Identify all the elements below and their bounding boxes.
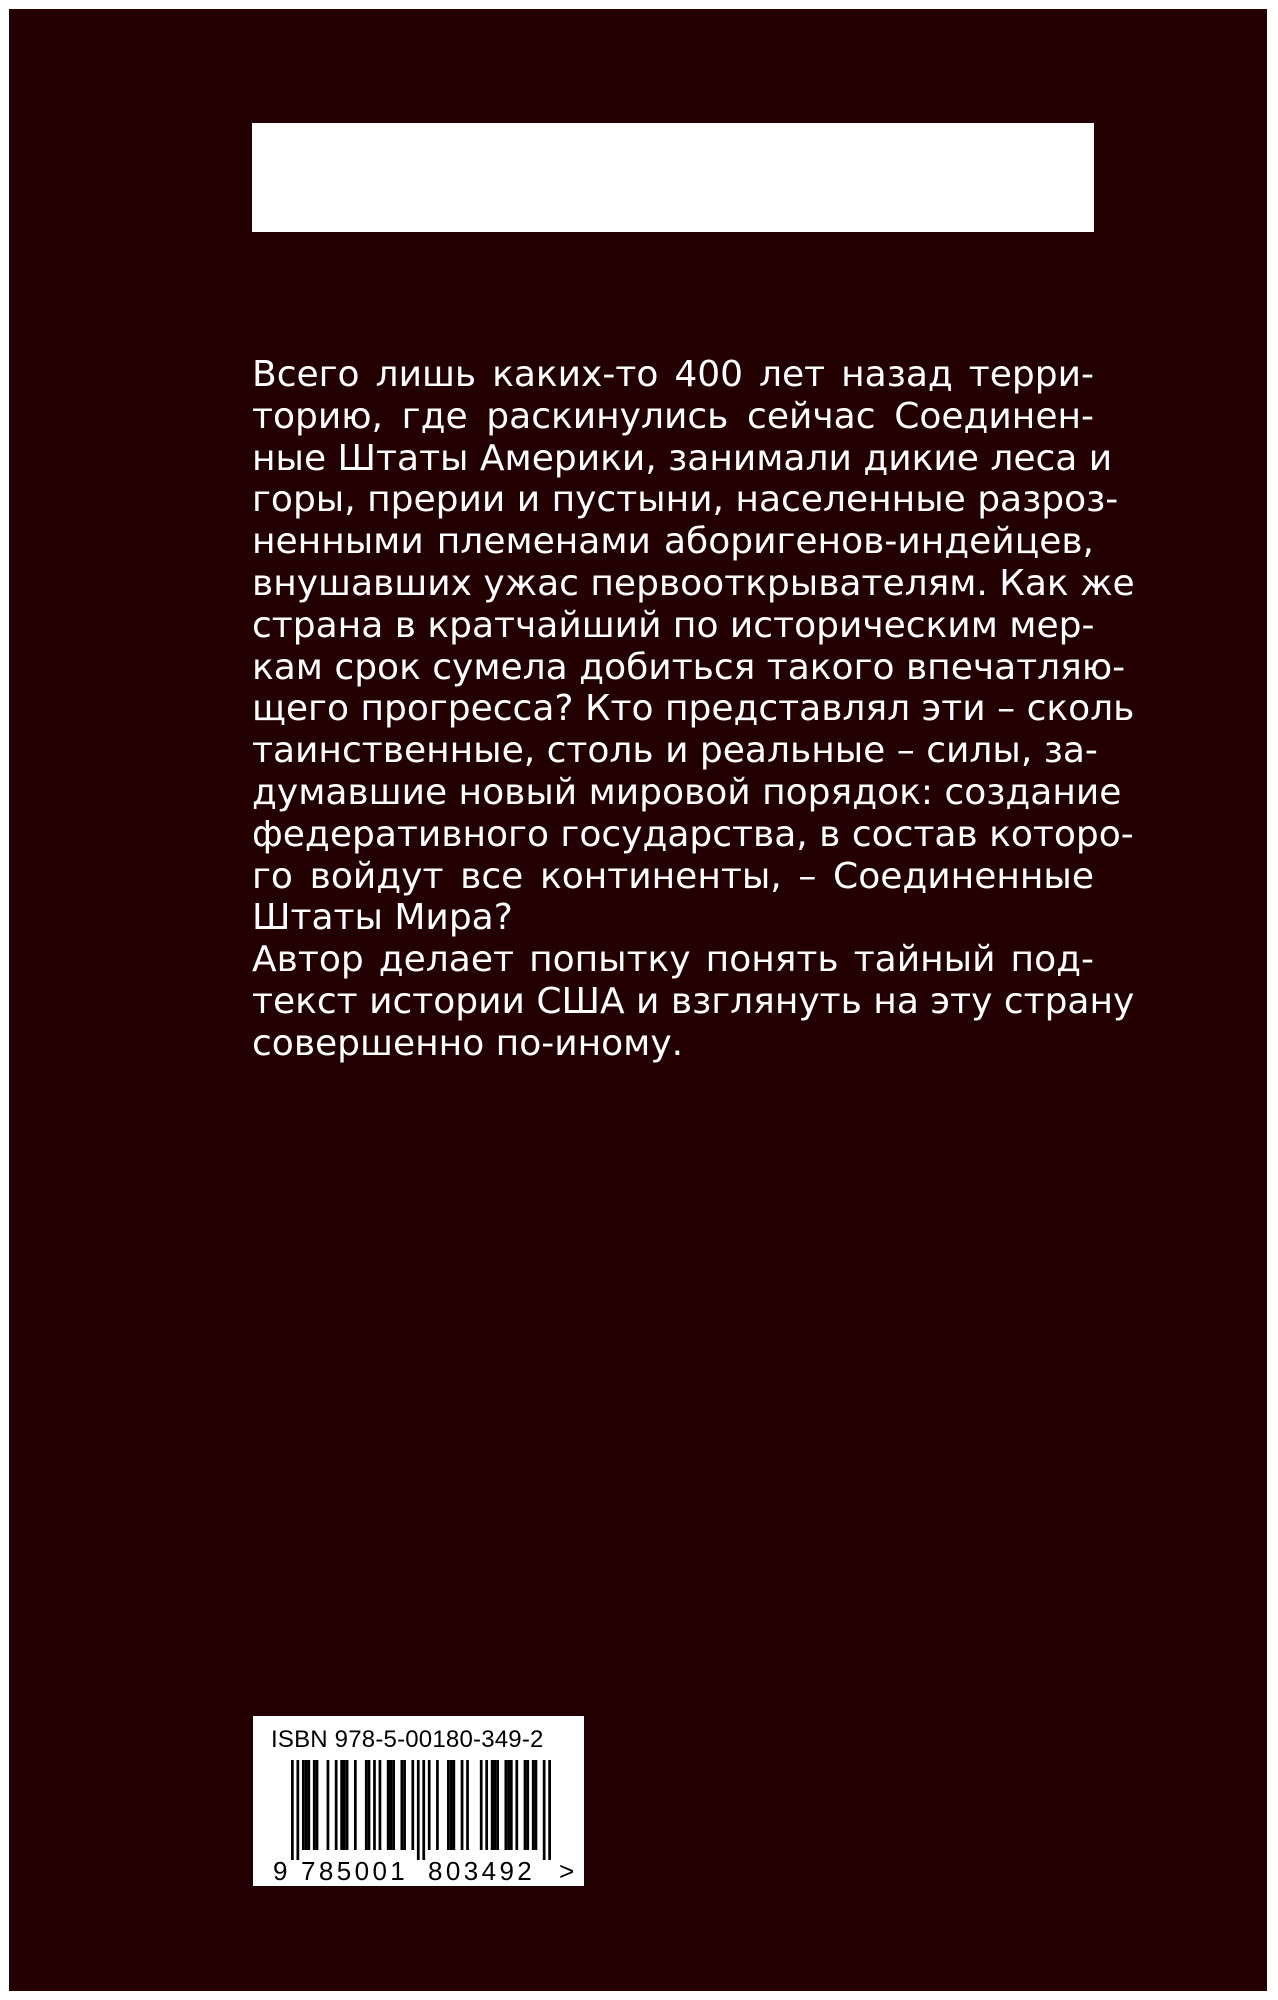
barcode-bar (491, 1760, 494, 1850)
annotation-line: внушавших ужас первооткрывателям. Как же (252, 562, 1135, 604)
barcode-bar (313, 1760, 316, 1850)
annotation-line: совершенно по-иному. (252, 1022, 684, 1064)
barcode-bar (524, 1760, 527, 1850)
barcode-bar (515, 1760, 518, 1850)
barcode-bar (466, 1760, 469, 1850)
barcode-bar (447, 1760, 450, 1850)
annotation-line: торию, где раскинулись сейчас Соединен- (252, 395, 1094, 437)
barcode-bar (302, 1760, 305, 1850)
back-cover (9, 9, 1267, 1991)
barcode-bar (327, 1760, 330, 1850)
annotation-line: го войдут все континенты, – Соединенные (252, 855, 1094, 897)
barcode-bar (428, 1760, 431, 1850)
annotation-line: думавшие новый мировой порядок: создание (252, 771, 1122, 813)
barcode-icon (291, 1760, 551, 1860)
barcode-bar (392, 1760, 395, 1850)
barcode-bar (411, 1760, 414, 1850)
barcode-digits-right: 803492 (428, 1856, 536, 1886)
isbn-label: ISBN 978-5-00180-349-2 (271, 1726, 544, 1753)
barcode-bar (496, 1760, 499, 1850)
barcode-arrow: > (559, 1856, 575, 1886)
barcode-bar (450, 1760, 453, 1850)
annotation-line: Всего лишь каких-то 400 лет назад терри- (252, 354, 1094, 395)
barcode-bar (343, 1760, 346, 1850)
barcode-bar (403, 1760, 406, 1850)
barcode-bar (417, 1760, 420, 1860)
annotation-line: федеративного государства, в состав которо- (252, 813, 1134, 855)
barcode-bar (480, 1760, 483, 1850)
barcode-bar (548, 1760, 551, 1860)
barcode-bar (532, 1760, 535, 1850)
barcode-bar (526, 1760, 529, 1850)
barcode-bar (452, 1760, 455, 1850)
barcode-bar (340, 1760, 343, 1850)
barcode-bar (543, 1760, 546, 1860)
annotation-line: ные Штаты Америки, занимали дикие леса и (252, 437, 1113, 479)
barcode-bar (507, 1760, 510, 1850)
barcode-digit-lead: 9 (273, 1856, 288, 1886)
annotation-line: страна в кратчайший по историческим мер- (252, 604, 1095, 646)
barcode-bar (307, 1760, 310, 1850)
barcode-bar (346, 1760, 349, 1850)
barcode-bar (485, 1760, 488, 1850)
annotation-line: горы, прерии и пустыни, населенные разроз- (252, 479, 1119, 521)
barcode-bar (296, 1760, 299, 1860)
barcode-bar (335, 1760, 338, 1850)
annotation-line: таинственные, столь и реальные – силы, за- (252, 730, 1098, 772)
barcode-bar (510, 1760, 513, 1850)
book-annotation (252, 354, 1135, 1065)
barcode-bar (365, 1760, 368, 1850)
annotation-line: щего прогресса? Кто представлял эти – сколь (252, 688, 1135, 730)
barcode-bar (291, 1760, 294, 1860)
annotation-line: ненными племенами аборигенов-индейцев, (252, 521, 1094, 563)
annotation-line: кам срок сумела добиться такого впечатляю- (252, 646, 1126, 688)
barcode-digits-left: 785001 (301, 1856, 409, 1886)
annotation-line: Штаты Мира? (252, 897, 513, 939)
annotation-line: текст истории США и взглянуть на эту страну (252, 980, 1135, 1022)
barcode-bar (316, 1760, 319, 1850)
barcode-bar (354, 1760, 357, 1850)
barcode-bar (305, 1760, 308, 1850)
barcode-bar (436, 1760, 439, 1850)
isbn-barcode-box (253, 1716, 584, 1886)
barcode-bar (390, 1760, 393, 1850)
barcode-bar (504, 1760, 507, 1850)
barcode-bar (387, 1760, 390, 1850)
barcode-bar (373, 1760, 376, 1850)
barcode-bar (379, 1760, 382, 1850)
title-band (252, 123, 1094, 232)
barcode-bar (535, 1760, 538, 1850)
barcode-bar (461, 1760, 464, 1850)
annotation-line: Автор делает попытку понять тайный под- (252, 939, 1094, 981)
barcode-bar (422, 1760, 425, 1860)
barcode-bar (368, 1760, 371, 1850)
barcode-bar (494, 1760, 497, 1850)
barcode-bar (400, 1760, 403, 1850)
